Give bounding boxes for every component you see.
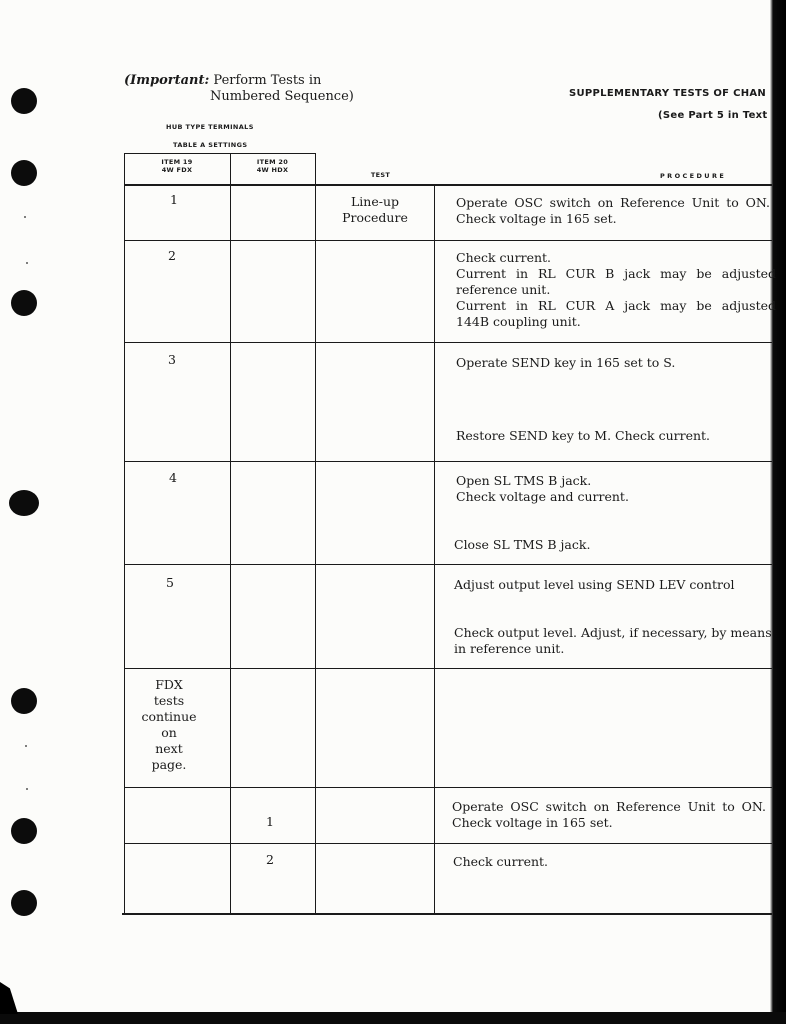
proc-line: Check current.: [456, 250, 552, 265]
proc-line: Check output level. Adjust, if necessary, by means: [454, 625, 772, 640]
proc-line: Open SL TMS B jack.: [456, 473, 592, 488]
scan-corner: [0, 982, 18, 1014]
paper-speck: [25, 745, 27, 747]
row1-test-line1: Line-up: [350, 194, 400, 209]
row-rule: [124, 461, 772, 462]
row3-item19: 3: [168, 352, 176, 367]
paper-speck: [26, 788, 28, 790]
binder-hole: [11, 890, 37, 916]
important-label: (Important:: [124, 73, 210, 88]
row5-procedure-a: Adjust output level using SEND LEV control: [454, 577, 735, 592]
table-a-label: TABLE A SETTINGS: [173, 141, 248, 149]
table-rule-top: [124, 153, 316, 154]
proc-line: Current in RL CUR A jack may be adjusted: [456, 298, 776, 313]
row3-procedure-a: Operate SEND key in 165 set to S.: [456, 355, 676, 370]
page-title: SUPPLEMENTARY TESTS OF CHAN: [569, 88, 767, 99]
proc-line: Current in RL CUR B jack may be adjusted: [456, 266, 776, 281]
row7-procedure: [452, 799, 766, 831]
row5-item19: 5: [166, 575, 174, 590]
col-header-item20-line1: ITEM 20: [256, 158, 289, 166]
proc-line: Operate OSC switch on Reference Unit to ON.: [452, 799, 766, 814]
note-line: tests: [153, 693, 185, 708]
row5-procedure-b: [454, 625, 772, 657]
row7-item20: 1: [266, 814, 274, 829]
note-line: next: [155, 741, 183, 756]
proc-line: 144B coupling unit.: [456, 314, 581, 329]
binder-hole: [11, 160, 37, 186]
important-note: [124, 73, 354, 105]
table-rule-bottom: [122, 913, 772, 915]
note-line: page.: [151, 757, 187, 772]
row-rule: [124, 342, 772, 343]
col-header-item20-line2: 4W HDX: [256, 166, 289, 174]
row-rule: [124, 787, 772, 788]
binder-hole: [11, 88, 37, 114]
proc-line: in reference unit.: [454, 641, 565, 656]
proc-line: Check voltage in 165 set.: [452, 815, 613, 830]
col-rule: [315, 153, 316, 914]
col-header-test: TEST: [370, 171, 391, 179]
row8-procedure: Check current.: [453, 854, 549, 869]
row2-item19: 2: [168, 248, 176, 263]
row1-test: [315, 194, 435, 226]
row-rule: [124, 843, 772, 844]
row-rule: [124, 668, 772, 669]
col-rule: [124, 153, 125, 914]
row-rule: [124, 240, 772, 241]
header-rule: [124, 184, 772, 186]
row4-item19: 4: [169, 470, 177, 485]
proc-line: Check voltage and current.: [456, 489, 629, 504]
binder-hole: [9, 490, 39, 516]
important-text-2: Numbered Sequence): [210, 89, 354, 104]
paper-speck: [26, 262, 28, 264]
scan-edge-right: [770, 0, 786, 1024]
note-line: continue: [141, 709, 197, 724]
col-header-procedure: PROCEDURE: [660, 172, 727, 180]
hub-type-label: HUB TYPE TERMINALS: [166, 123, 254, 131]
col-rule: [434, 184, 435, 914]
page-subtitle: (See Part 5 in Text: [658, 110, 768, 121]
fdx-continue-note: [124, 677, 214, 773]
col-header-item19: [124, 158, 230, 174]
col-header-item20: [230, 158, 315, 174]
note-line: on: [161, 725, 177, 740]
row3-procedure-b: Restore SEND key to M. Check current.: [456, 428, 711, 443]
proc-line: reference unit.: [456, 282, 551, 297]
row-rule: [124, 564, 772, 565]
binder-hole: [11, 818, 37, 844]
important-text-1: Perform Tests in: [213, 73, 322, 88]
col-rule: [230, 153, 231, 914]
col-header-item19-line2: 4W FDX: [161, 166, 193, 174]
scan-edge-bottom: [0, 1012, 786, 1024]
row1-procedure: [456, 195, 770, 227]
col-header-item19-line1: ITEM 19: [161, 158, 193, 166]
binder-hole: [11, 688, 37, 714]
binder-hole: [11, 290, 37, 316]
row8-item20: 2: [266, 852, 274, 867]
note-line: FDX: [155, 677, 183, 692]
proc-line: Operate OSC switch on Reference Unit to ON.: [456, 195, 770, 210]
row4-procedure-a: [456, 473, 629, 505]
row1-test-line2: Procedure: [342, 210, 408, 225]
paper-speck: [24, 216, 26, 218]
row1-item19: 1: [170, 192, 178, 207]
row2-procedure: [456, 250, 776, 330]
proc-line: Check voltage in 165 set.: [456, 211, 617, 226]
row4-procedure-b: Close SL TMS B jack.: [454, 537, 591, 552]
